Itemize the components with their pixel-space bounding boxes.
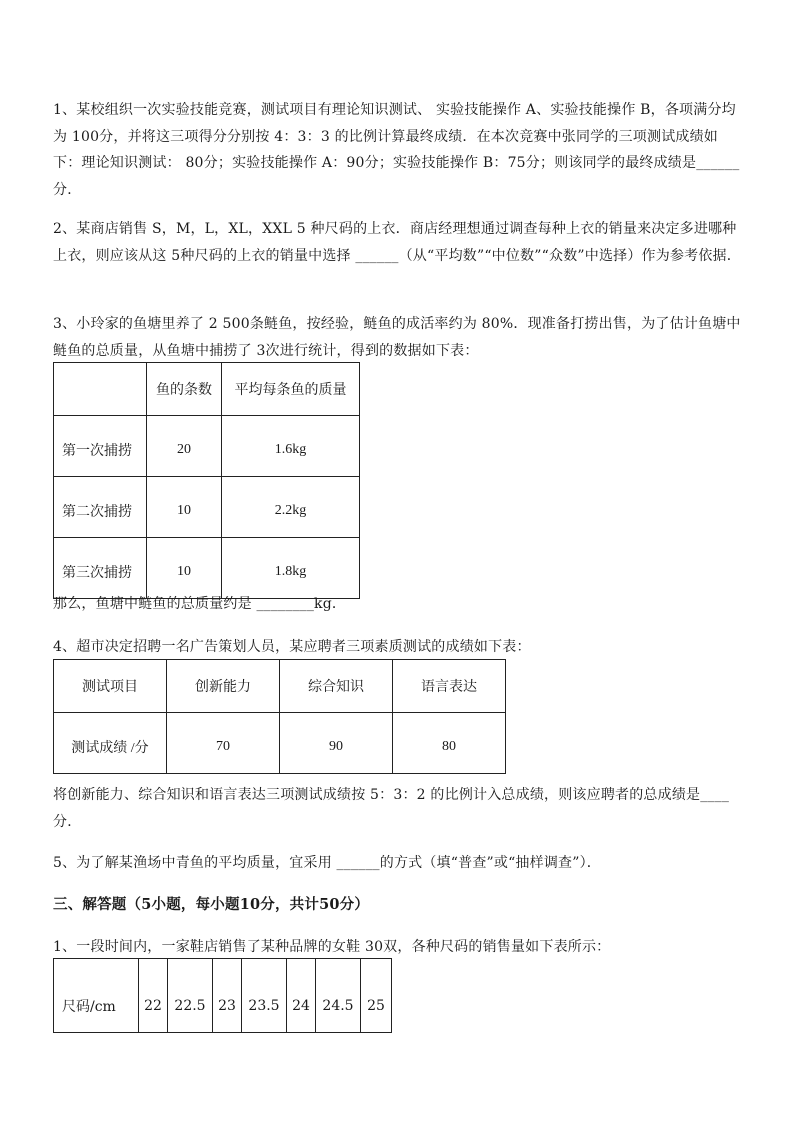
table-header-cell: 平均每条鱼的质量 [222, 363, 360, 416]
table-cell: 测试成绩 /分 [54, 713, 167, 774]
table-cell: 70 [167, 713, 280, 774]
question-1-4-followup: 将创新能力、综合知识和语言表达三项测试成绩按 5：3：2 的比例计入总成绩，则该应聘者的总成绩是____分． [53, 787, 730, 830]
applicant-score-table [53, 659, 506, 774]
table-header-cell [54, 363, 147, 416]
table-header-cell: 鱼的条数 [147, 363, 222, 416]
table-cell: 24.5 [316, 959, 361, 1033]
table-cell: 80 [393, 713, 506, 774]
question-1-5: 5、为了解某渔场中青鱼的平均质量，宜采用 ______的方式（填“普查”或“抽样调查”）． [53, 855, 601, 871]
table-cell: 1.6kg [222, 416, 360, 477]
section-heading: 三、解答题（5小题，每小题10分，共计50分） [53, 896, 370, 913]
question-1-1: 1、某校组织一次实验技能竞赛，测试项目有理论知识测试、 实验技能操作 A、实验技能操作 B，各项满分均为 100分，并将这三项得分分别按 4：3：3 的比例计算最终成绩．在本次竞赛中张同学的三项测试成绩如下：理论知识测试： 80分；实验技能操作 A：90分；实验技能操作 B：75分；则该同学的最终成绩是______分． [53, 102, 740, 198]
table-cell: 23 [213, 959, 242, 1033]
table-cell: 第一次捕捞 [54, 416, 147, 477]
table-header-cell: 创新能力 [167, 660, 280, 713]
shoe-size-table [53, 958, 392, 1033]
table-cell: 22 [139, 959, 168, 1033]
table-row [54, 416, 360, 477]
table-row [54, 538, 360, 599]
table-header-cell: 综合知识 [280, 660, 393, 713]
table-cell: 25 [361, 959, 392, 1033]
table-row [54, 713, 506, 774]
table-row [54, 477, 360, 538]
question-1-2: 2、某商店销售 S，M，L，XL，XXL 5 种尺码的上衣．商店经理想通过调查每种上衣的销量来决定多进哪种上衣，则应该从这 5种尺码的上衣的销量中选择 ______（从“平均数”“中位数”“众数”中选择）作为参考依据． [53, 221, 741, 264]
table-cell: 24 [287, 959, 316, 1033]
table-cell: 23.5 [242, 959, 287, 1033]
table-cell: 22.5 [168, 959, 213, 1033]
table-cell: 10 [147, 477, 222, 538]
table-row [54, 363, 360, 416]
table-cell: 1.8kg [222, 538, 360, 599]
table-header-cell: 测试项目 [54, 660, 167, 713]
table-row [54, 959, 392, 1033]
table-row [54, 660, 506, 713]
question-1-4: 4、超市决定招聘一名广告策划人员，某应聘者三项素质测试的成绩如下表： [53, 639, 531, 655]
question-1-3-followup: 那么，鱼塘中鲢鱼的总质量约是 ________kg． [53, 596, 347, 612]
table-cell: 第二次捕捞 [54, 477, 147, 538]
question-3-1: 1、一段时间内，一家鞋店销售了某种品牌的女鞋 30双，各种尺码的销售量如下表所示： [53, 939, 611, 955]
table-cell: 20 [147, 416, 222, 477]
question-1-3: 3、小玲家的鱼塘里养了 2 500条鲢鱼，按经验，鲢鱼的成活率约为 80%．现准备打捞出售，为了估计鱼塘中鲢鱼的总质量，从鱼塘中捕捞了 3次进行统计，得到的数据如下表： [53, 316, 741, 359]
table-cell: 2.2kg [222, 477, 360, 538]
table-header-cell: 尺码/cm [54, 959, 139, 1033]
table-cell: 90 [280, 713, 393, 774]
table-cell: 10 [147, 538, 222, 599]
table-header-cell: 语言表达 [393, 660, 506, 713]
fish-catch-table [53, 362, 360, 599]
table-cell: 第三次捕捞 [54, 538, 147, 599]
